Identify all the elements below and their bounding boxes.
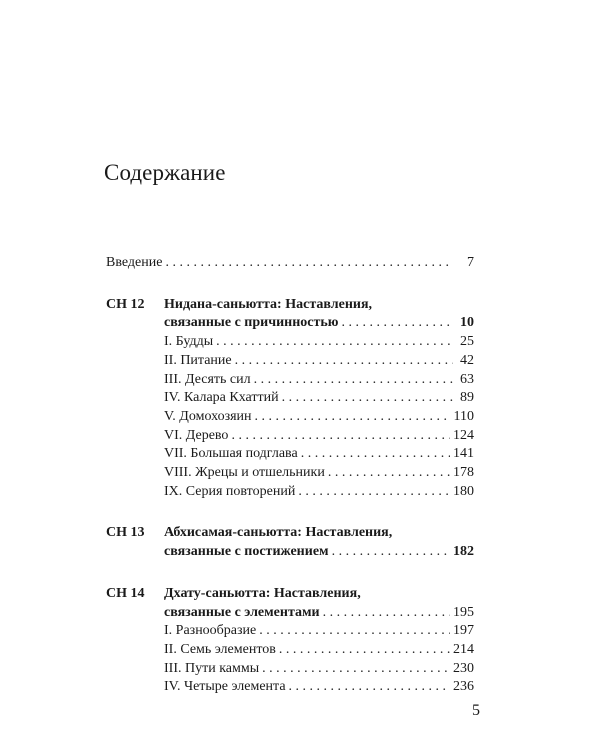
toc-section-sn14	[106, 585, 474, 697]
subentry-label: VI. Дерево	[164, 427, 229, 443]
subentry-label: IV. Четыре элемента	[164, 679, 286, 695]
dot-leader	[279, 641, 450, 660]
toc-subentry[interactable]	[164, 371, 474, 390]
subentry-label: IV. Калара Кхаттий	[164, 390, 279, 406]
subentry-page: 141	[453, 446, 474, 462]
subentry-label: V. Домохозяин	[164, 408, 252, 424]
dot-leader	[254, 371, 453, 390]
subentry-label: III. Пути каммы	[164, 660, 260, 676]
section-page: 182	[453, 544, 474, 560]
subentry-label: II. Семь элементов	[164, 641, 276, 657]
subentry-page: 197	[453, 623, 474, 639]
subentry-page: 180	[453, 483, 474, 499]
subentry-page: 236	[453, 679, 474, 695]
section-body	[164, 524, 474, 561]
subentry-page: 63	[460, 371, 474, 387]
dot-leader	[332, 543, 450, 562]
section-code: СН 14	[106, 585, 145, 601]
dot-leader	[216, 333, 453, 352]
dot-leader	[255, 408, 451, 427]
toc-section-sn12	[106, 296, 474, 502]
toc-subentry[interactable]	[164, 445, 474, 464]
toc-subentry[interactable]	[164, 333, 474, 352]
section-title-row[interactable]	[164, 314, 474, 333]
toc-subentry[interactable]	[164, 678, 474, 697]
subentry-label: I. Будды	[164, 334, 214, 350]
section-title-row[interactable]	[164, 543, 474, 562]
subentry-page: 214	[453, 641, 474, 657]
toc-subentry[interactable]	[164, 483, 474, 502]
dot-leader	[165, 254, 453, 273]
dot-leader	[301, 445, 450, 464]
dot-leader	[342, 314, 454, 333]
toc-entry-page: 7	[467, 255, 474, 270]
subentry-label: I. Разнообразие	[164, 623, 257, 639]
toc-subentry[interactable]	[164, 464, 474, 483]
section-page: 195	[453, 604, 474, 620]
section-code: СН 13	[106, 525, 145, 541]
section-title-line1[interactable]: Дхату-саньютта: Наставления,	[164, 585, 361, 601]
subentry-page: 25	[460, 334, 474, 350]
subentry-label: VIII. Жрецы и отшельники	[164, 465, 325, 481]
toc-subentry[interactable]	[164, 427, 474, 446]
subentry-page: 124	[453, 427, 474, 443]
section-code: СН 12	[106, 296, 145, 312]
section-title-line2: связанные с постижением	[164, 544, 329, 560]
section-page: 10	[460, 315, 474, 331]
page-title: Содержание	[104, 160, 226, 185]
section-title-line1[interactable]: Нидана-саньютта: Наставления,	[164, 296, 373, 312]
dot-leader	[298, 483, 450, 502]
dot-leader	[289, 678, 450, 697]
subentry-label: III. Десять сил	[164, 371, 251, 387]
section-title-line2: связанные с элементами	[164, 604, 320, 620]
toc-subentry[interactable]	[164, 408, 474, 427]
toc-section-sn13	[106, 524, 474, 561]
dot-leader	[262, 660, 450, 679]
dot-leader	[282, 389, 453, 408]
subentry-page: 178	[453, 465, 474, 481]
toc-subentry[interactable]	[164, 389, 474, 408]
dot-leader	[259, 622, 450, 641]
section-title-row[interactable]	[164, 604, 474, 623]
section-title-line2: связанные с причинностью	[164, 315, 339, 331]
dot-leader	[323, 604, 450, 623]
dot-leader	[231, 427, 450, 446]
subentry-label: IX. Серия повторений	[164, 483, 296, 499]
toc-subentry[interactable]	[164, 622, 474, 641]
subentry-page: 89	[460, 390, 474, 406]
subentry-label: VII. Большая подглава	[164, 446, 298, 462]
toc-subentry[interactable]	[164, 641, 474, 660]
dot-leader	[235, 352, 453, 371]
subentry-page: 42	[460, 352, 474, 368]
section-body	[164, 296, 474, 502]
section-body	[164, 585, 474, 697]
subentry-page: 230	[453, 660, 474, 676]
page-number: 5	[472, 702, 480, 719]
toc-subentry[interactable]	[164, 660, 474, 679]
section-title-line1[interactable]: Абхисамая-саньютта: Наставления,	[164, 525, 393, 541]
dot-leader	[328, 464, 450, 483]
toc-entry-introduction[interactable]	[106, 254, 474, 273]
table-of-contents	[106, 254, 474, 697]
toc-entry-label: Введение	[106, 255, 163, 270]
subentry-page: 110	[453, 408, 474, 424]
subentry-label: II. Питание	[164, 352, 232, 368]
toc-subentry[interactable]	[164, 352, 474, 371]
